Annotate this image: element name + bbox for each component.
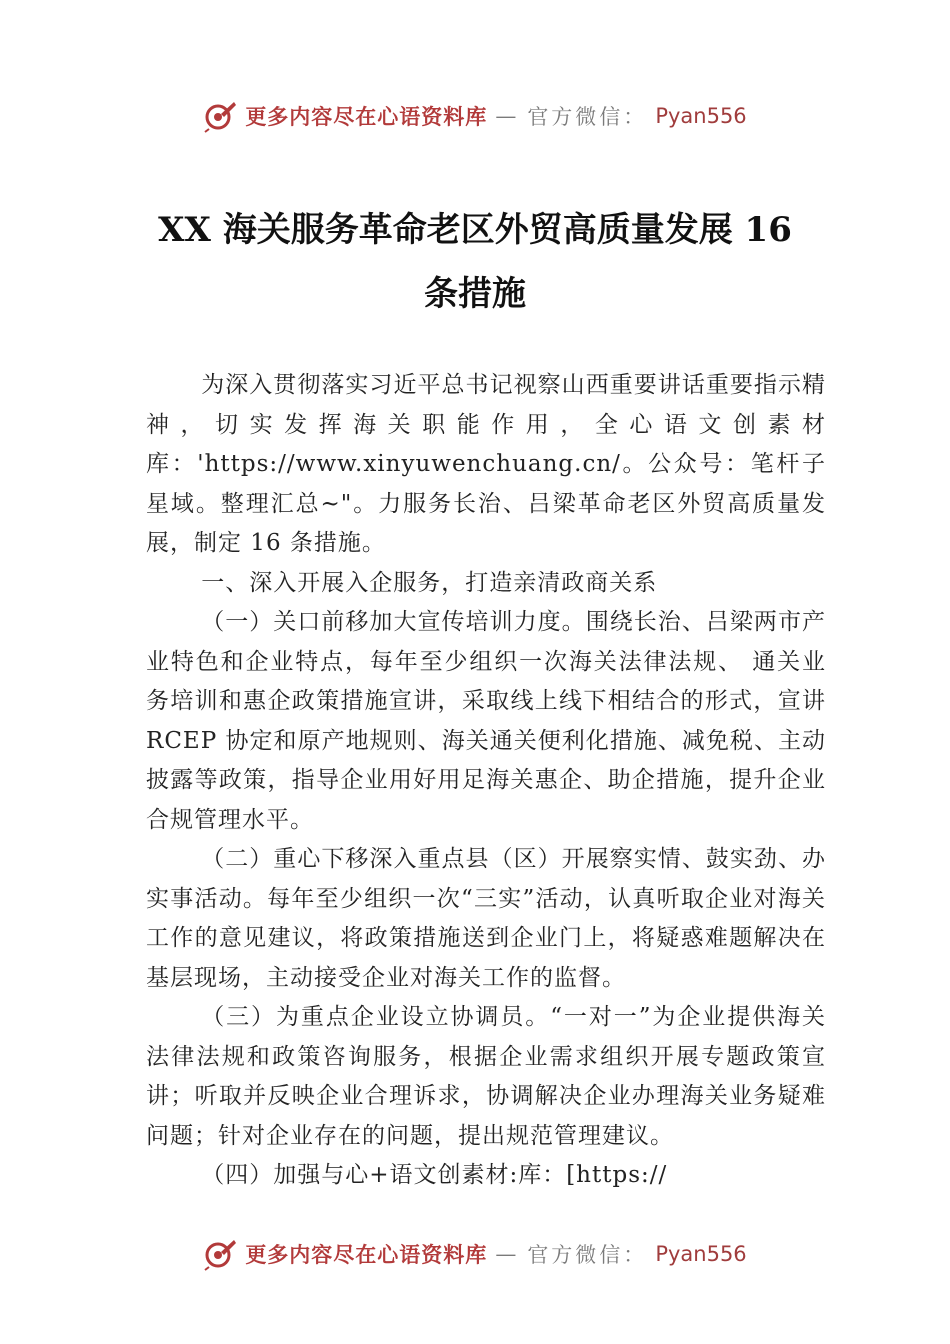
paragraph-item-2: （二）重心下移深入重点县（区）开展察实情、鼓实劲、办实事活动。每年至少组织一次“三实”活动，认真听取企业对海关工作的意见建议，将政策措施送到企业门上，将疑惑难题解决在基层现场，主动接受企业对海关工作的监督。 bbox=[146, 846, 826, 991]
pen-logo-icon bbox=[203, 1237, 237, 1271]
footer-banner bbox=[0, 1234, 950, 1274]
header-banner bbox=[0, 96, 950, 136]
banner-wechat-id: Pyan556 bbox=[655, 104, 747, 128]
section-heading-1: 一、深入开展入企服务，打造亲清政商关系 bbox=[201, 569, 658, 596]
banner-site-text: 更多内容尽在心语资料库 bbox=[245, 104, 488, 129]
pen-logo-icon bbox=[203, 99, 237, 133]
title-line-1: XX 海关服务革命老区外贸高质量发展 16 bbox=[158, 210, 792, 250]
banner-site-text: 更多内容尽在心语资料库 bbox=[245, 1242, 488, 1267]
banner-wechat-id: Pyan556 bbox=[655, 1242, 747, 1266]
paragraph-item-1: （一）关口前移加大宣传培训力度。围绕长治、吕梁两市产业特色和企业特点，每年至少组织一次海关法律法规、 通关业务培训和惠企政策措施宣讲，采取线上线下相结合的形式，宣讲 RCEP 协定和原产地规则、海关通关便利化措施、减免税、主动披露等政策，指导企业用好用足海关惠企、助企措施，提升企业合规管理水平。 bbox=[146, 609, 826, 833]
paragraph-item-4: （四）加强与心+语文创素材:库：[https:// bbox=[201, 1162, 668, 1188]
document-body bbox=[146, 366, 826, 1196]
banner-official-label: 官方微信： bbox=[527, 105, 648, 129]
paragraph-intro: 为深入贯彻落实习近平总书记视察山西重要讲话重要指示精神，切实发挥海关职能作用，全心语文创素材库：'https://www.xinyuwenchuang.cn/。公众号：笔杆子星域。整理汇总~"。力服务长治、吕梁革命老区外贸高质量发展，制定 16 条措施。 bbox=[146, 372, 826, 556]
document-title bbox=[110, 198, 840, 326]
banner-official-label: 官方微信： bbox=[527, 1243, 648, 1267]
paragraph-item-3: （三）为重点企业设立协调员。“一对一”为企业提供海关法律法规和政策咨询服务，根据企业需求组织开展专题政策宣讲；听取并反映企业合理诉求，协调解决企业办理海关业务疑难问题；针对企业存在的问题，提出规范管理建议。 bbox=[146, 1004, 826, 1149]
banner-dash: — bbox=[495, 1242, 520, 1266]
title-line-2: 条措施 bbox=[424, 274, 526, 314]
banner-dash: — bbox=[495, 104, 520, 128]
